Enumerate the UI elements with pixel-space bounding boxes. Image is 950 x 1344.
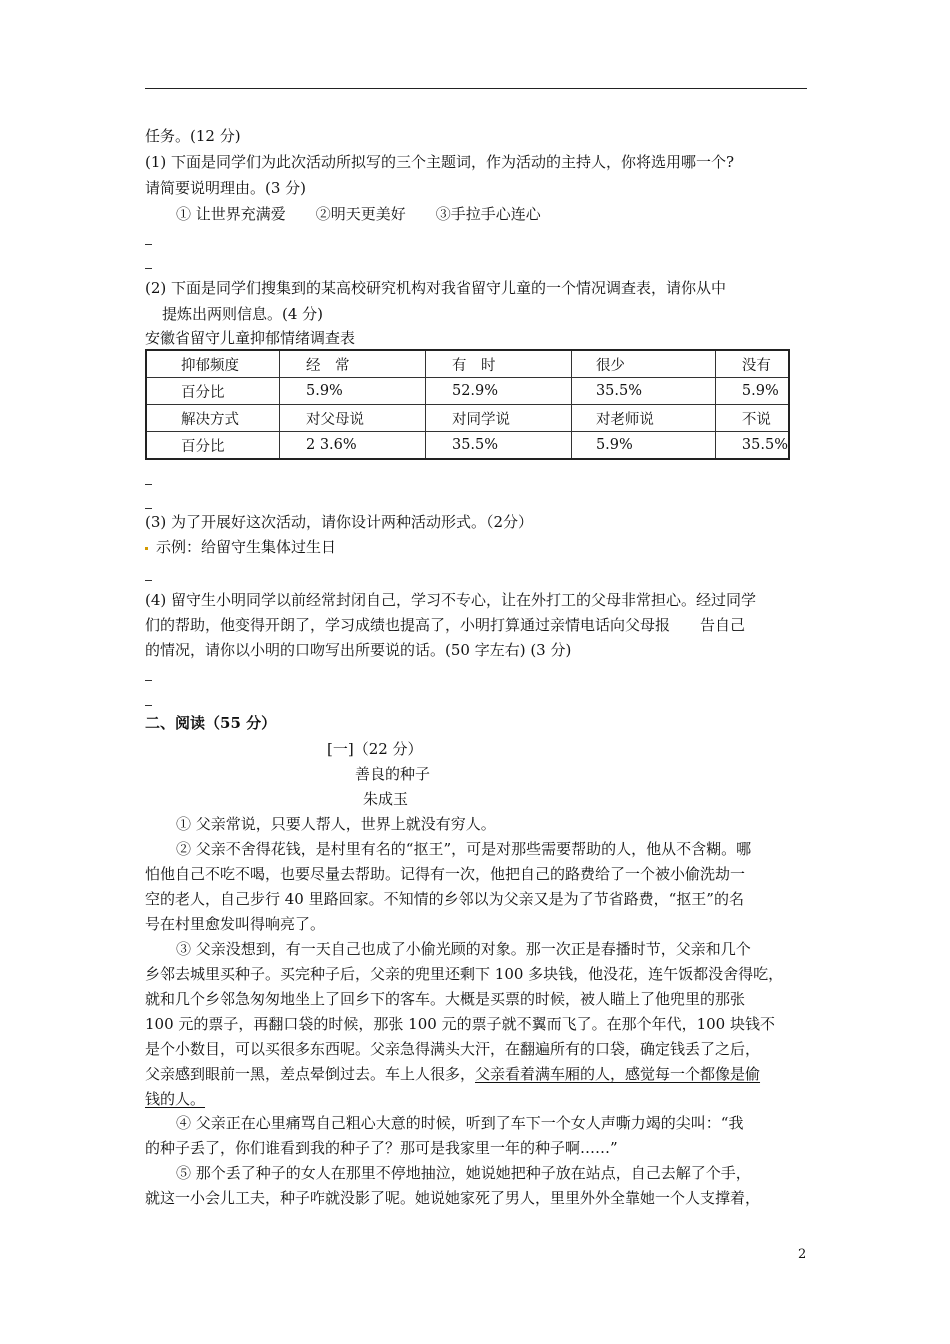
paragraph-3-line: 是个小数目，可以买很多东西呢。父亲急得满头大汗，在翻遍所有的口袋，确定钱丢了之后，	[145, 1040, 761, 1058]
answer-line	[145, 508, 152, 509]
table-cell: 经 常	[280, 350, 426, 378]
table-row	[146, 405, 789, 432]
answer-line	[145, 268, 152, 269]
paragraph-1: ① 父亲常说，只要人帮人，世界上就没有穷人。	[176, 815, 496, 833]
answer-line	[145, 680, 152, 681]
header-rule	[145, 88, 807, 89]
paragraph-3-line: 乡邻去城里买种子。买完种子后，父亲的兜里还剩下 100 多块钱，他没花，连午饭都没舍得吃，	[145, 965, 784, 983]
table-cell: 对同学说	[425, 405, 571, 432]
table-cell: 52.9%	[425, 378, 571, 405]
paragraph-3-line	[145, 1064, 760, 1084]
table-cell: 对父母说	[280, 405, 426, 432]
paragraph-2-line: 空的老人，自己步行 40 里路回家。不知情的乡邻以为父亲又是为了节省路费，“抠王”的名	[145, 890, 744, 908]
example-text: 示例：给留守生集体过生日	[156, 538, 337, 556]
table-cell: 百分比	[146, 432, 280, 460]
table-cell: 5.9%	[715, 378, 789, 405]
question-2-line-1: (2) 下面是同学们搜集到的某高校研究机构对我省留守儿童的一个情况调查表，请你从中	[145, 279, 727, 297]
table-cell: 2 3.6%	[280, 432, 426, 460]
table-cell: 很少	[571, 350, 715, 378]
underlined-sentence: 父亲看着满车厢的人，感觉每一个都像是偷	[475, 1065, 761, 1083]
table-cell: 不说	[715, 405, 789, 432]
table-cell: 35.5%	[571, 378, 715, 405]
table-cell: 抑郁频度	[146, 350, 280, 378]
table-title: 安徽省留守儿童抑郁情绪调查表	[145, 329, 356, 347]
question-1-options: ① 让世界充满爱 ②明天更美好 ③手拉手心连心	[176, 205, 541, 223]
article-author: 朱成玉	[363, 790, 409, 808]
table-row	[146, 432, 789, 460]
table-row	[146, 350, 789, 378]
table-cell: 5.9%	[280, 378, 426, 405]
table-cell: 35.5%	[715, 432, 789, 460]
table-row	[146, 378, 789, 405]
table-cell: 有 时	[425, 350, 571, 378]
article-title: 善良的种子	[355, 765, 431, 783]
answer-line	[145, 580, 152, 581]
plain-text: 父亲感到眼前一黑，差点晕倒过去。车上人很多，	[145, 1065, 476, 1083]
paragraph-4-line: 的种子丢了，你们谁看到我的种子了？那可是我家里一年的种子啊……”	[145, 1139, 618, 1157]
table-cell: 解决方式	[146, 405, 280, 432]
answer-line	[145, 484, 152, 485]
paragraph-3-line: 100 元的票子，再翻口袋的时候，那张 100 元的票子就不翼而飞了。在那个年代，100 块钱不	[145, 1015, 775, 1033]
question-4-line-1: (4) 留守生小明同学以前经常封闭自己，学习不专心，让在外打工的父母非常担心。经过同学	[145, 591, 757, 609]
part-label: [一]（22 分）	[327, 740, 423, 758]
paragraph-5-line: ⑤ 那个丢了种子的女人在那里不停地抽泣，她说她把种子放在站点，自己去解了个手，	[176, 1164, 751, 1182]
section-heading: 二、阅读（55 分）	[145, 714, 277, 732]
question-1-line-2: 请简要说明理由。(3 分)	[145, 179, 307, 197]
table-cell: 5.9%	[571, 432, 715, 460]
table-cell: 对老师说	[571, 405, 715, 432]
bullet-dot-icon	[145, 547, 148, 550]
question-1-line-1: (1) 下面是同学们为此次活动所拟写的三个主题词，作为活动的主持人，你将选用哪一个?	[145, 153, 735, 171]
question-3-example	[145, 537, 336, 557]
question-3-line: (3) 为了开展好这次活动，请你设计两种活动形式。（2分）	[145, 513, 534, 531]
paragraph-4-line: ④ 父亲正在心里痛骂自己粗心大意的时候，听到了车下一个女人声嘶力竭的尖叫：“我	[176, 1114, 744, 1132]
table-cell: 35.5%	[425, 432, 571, 460]
paragraph-2-line: ② 父亲不舍得花钱，是村里有名的“抠王”，可是对那些需要帮助的人，他从不含糊。哪	[176, 840, 752, 858]
underlined-sentence-end: 钱的人。	[145, 1090, 206, 1108]
paragraph-2-line: 怕他自己不吃不喝，也要尽量去帮助。记得有一次，他把自己的路费给了一个被小偷洗劫一	[145, 865, 746, 883]
paragraph-5-line: 就这一小会儿工夫，种子咋就没影了呢。她说她家死了男人，里里外外全靠她一个人支撑着，	[145, 1189, 761, 1207]
survey-table	[145, 349, 790, 460]
answer-line	[145, 244, 152, 245]
task-line: 任务。(12 分)	[145, 127, 241, 145]
table-cell: 没有	[715, 350, 789, 378]
paragraph-2-line: 号在村里愈发叫得响亮了。	[145, 915, 326, 933]
paragraph-3-line: 就和几个乡邻急匆匆地坐上了回乡下的客车。大概是买票的时候，被人瞄上了他兜里的那张	[145, 990, 746, 1008]
paragraph-3-line: ③ 父亲没想到，有一天自己也成了小偷光顾的对象。那一次正是春播时节，父亲和几个	[176, 940, 751, 958]
question-4-line-2: 们的帮助，他变得开朗了，学习成绩也提高了，小明打算通过亲情电话向父母报 告自己	[145, 616, 746, 634]
question-4-line-3: 的情况，请你以小明的口吻写出所要说的话。(50 字左右) (3 分)	[145, 641, 572, 659]
question-2-line-2: 提炼出两则信息。(4 分)	[162, 305, 324, 323]
page-number: 2	[798, 1247, 807, 1262]
table-cell: 百分比	[146, 378, 280, 405]
answer-line	[145, 705, 152, 706]
